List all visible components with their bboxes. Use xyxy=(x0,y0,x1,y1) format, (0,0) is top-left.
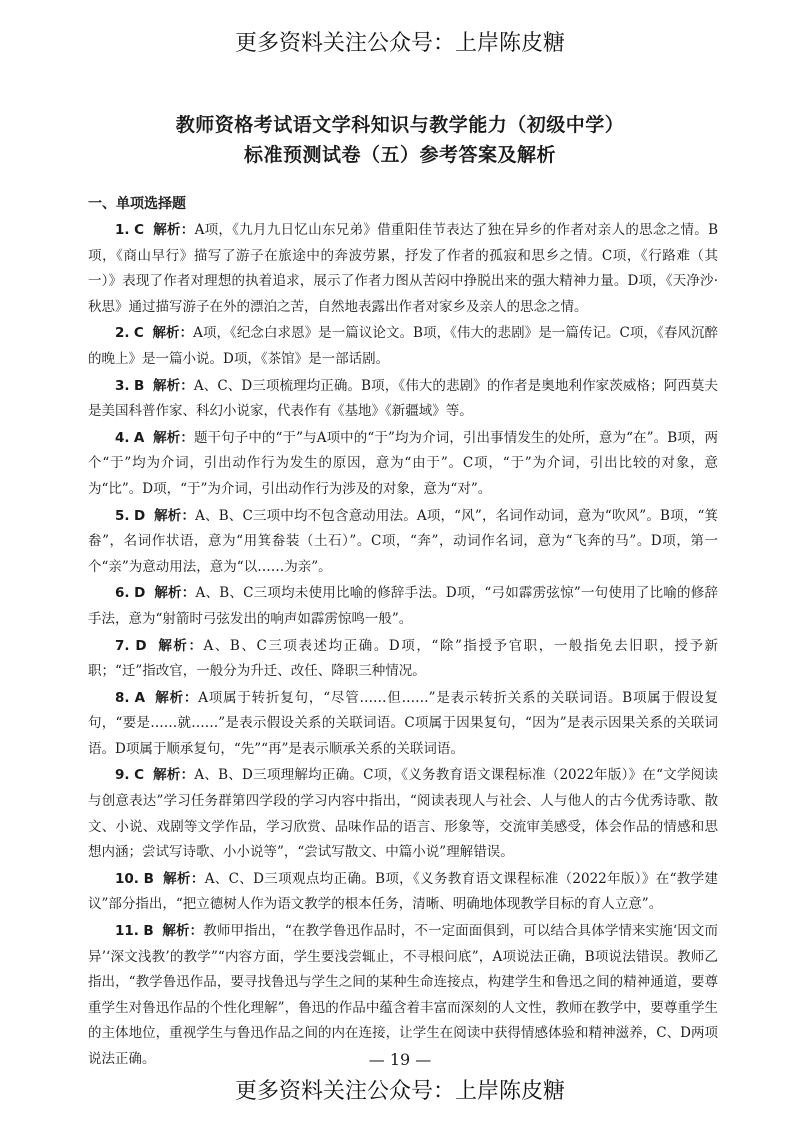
question-answer: A xyxy=(134,689,146,706)
question-4 xyxy=(88,426,718,503)
question-answer: C xyxy=(134,222,145,238)
title-line-2: 标准预测试卷（五）参考答案及解析 xyxy=(243,144,556,166)
question-number: 1. xyxy=(115,222,130,238)
analysis-text: A项，《九月九日忆山东兄弟》借重阳佳节表达了独在异乡的作者对亲人的思念之情。B项，《商山早行》描写了游子在旅途中的奔波劳累，抒发了作者的孤寂和思乡之情。C项，《行路难（其一）》表现了作者对理想的执着追求，展示了作者力图从苦闷中挣脱出来的强大精神力量。D项，《天净沙·秋思》通过描写游子在外的漂泊之苦，自然地表露出作者对家乡及亲人的思念之情。 xyxy=(88,222,719,315)
question-number: 11. xyxy=(115,923,139,940)
section-heading: 一、单项选择题 xyxy=(88,196,186,212)
bottom-banner: 更多资料关注公众号：上岸陈皮糖 xyxy=(234,1079,565,1104)
question-number: 6. xyxy=(115,585,130,602)
question-number: 8. xyxy=(115,689,130,706)
analysis-label: 解析： xyxy=(162,923,204,940)
question-answer: B xyxy=(143,923,154,940)
question-answer: C xyxy=(134,767,144,784)
question-answer: D xyxy=(135,637,147,654)
question-8 xyxy=(88,686,718,763)
analysis-label: 解析： xyxy=(158,637,204,654)
question-1 xyxy=(88,218,718,320)
question-number: 3. xyxy=(115,377,130,394)
question-answer: B xyxy=(133,377,145,394)
title-line-1: 教师资格考试语文学科知识与教学能力（初级中学） xyxy=(175,114,625,136)
top-banner: 更多资料关注公众号：上岸陈皮糖 xyxy=(234,31,565,56)
question-2 xyxy=(88,321,718,372)
question-number: 5. xyxy=(115,507,130,524)
question-answer: C xyxy=(133,325,144,342)
question-answer: B xyxy=(143,870,154,887)
analysis-text: A、B、C三项中均不包含意动用法。A项，“风”，名词作动词，意为“吹风”。B项，“箕畚”，名词作状语，意为“用箕畚装（土石）”。C项，“奔”，动词作名词，意为“飞奔的马”。D项，第一个“亲”为意动用法，意为“以……为亲”。 xyxy=(88,507,719,575)
analysis-label: 解析： xyxy=(154,585,196,602)
analysis-text: A、B、C三项均未使用比喻的修辞手法。D项，“弓如霹雳弦惊”一句使用了比喻的修辞手法，意为“射箭时弓弦发出的响声如霹雳惊鸣一般”。 xyxy=(88,585,718,627)
analysis-text: A、C、D三项观点均正确。B项，《义务教育语文课程标准（2022年版）》在“教学建议”部分指出，“把立德树人作为语文教学的根本任务，清晰、明确地体现教学目标的育人立意”。 xyxy=(88,870,718,913)
analysis-label: 解析： xyxy=(153,222,195,238)
question-7 xyxy=(88,634,718,685)
analysis-text: A、C、D三项梳理均正确。B项，《伟大的悲剧》的作者是奥地利作家茨威格；阿西莫夫是美国科普作家、科幻小说家，代表作有《基地》《新疆域》等。 xyxy=(88,377,719,420)
analysis-text: 教师甲指出，“在教学鲁迅作品时，不一定面面俱到，可以结合具体学情来实施‘因文而异’‘深文浅教’的教学”“内容方面，学生要浅尝辄止，不寻根问底”，A项说法正确，B项说法错误。教师乙指出，“教学鲁迅作品，要寻找鲁迅与学生之间的某种生命连接点，构建学生和鲁迅之间的精神通道，要尊重学生对鲁迅作品的个性化理解”，鲁迅的作品中蕴含着丰富而深刻的人文性，教师在教学中，要尊重学生的主体地位，重视学生与鲁迅作品之间的内在连接，让学生在阅读中获得情感体验和精神滋养，C、D两项说法正确。 xyxy=(88,923,718,1067)
answer-section xyxy=(88,190,718,1074)
analysis-label: 解析： xyxy=(154,507,196,524)
question-10 xyxy=(88,867,718,918)
question-6 xyxy=(88,581,718,632)
question-9 xyxy=(88,763,718,865)
analysis-label: 解析： xyxy=(152,325,194,342)
question-answer: A xyxy=(133,429,145,446)
question-number: 7. xyxy=(115,637,130,654)
page-number: — 19 — xyxy=(368,1050,432,1069)
analysis-label: 解析： xyxy=(155,689,199,706)
question-number: 4. xyxy=(115,429,130,446)
analysis-label: 解析： xyxy=(153,429,194,446)
analysis-text: A项属于转折复句，“尽管……但……”是表示转折关系的关联词语。B项属于假设复句，“要是……就……”是表示假设关系的关联词语。C项属于因果复句，“因为”是表示因果关系的关联词语。D项属于顺承复句，“先”“再”是表示顺承关系的关联词语。 xyxy=(88,689,719,757)
question-number: 2. xyxy=(115,325,130,342)
analysis-text: 题干句子中的“于”与A项中的“于”均为介词，引出事情发生的处所，意为“在”。B项，两个“于”均为介词，引出动作行为发生的原因，意为“由于”。C项，“于”为介词，引出比较的对象，意为“比”。D项，“于”为介词，引出动作行为涉及的对象，意为“对”。 xyxy=(88,429,718,497)
question-5 xyxy=(88,504,718,581)
analysis-label: 解析： xyxy=(153,377,194,394)
question-answer: D xyxy=(134,507,146,524)
document-title xyxy=(0,110,800,170)
question-number: 10. xyxy=(115,870,139,887)
analysis-text: A项，《纪念白求恩》是一篇议论文。B项，《伟大的悲剧》是一篇传记。C项，《春风沉醉的晚上》是一篇小说。D项，《茶馆》是一部话剧。 xyxy=(88,325,718,367)
question-number: 9. xyxy=(115,767,130,784)
question-answer: D xyxy=(134,585,146,602)
analysis-label: 解析： xyxy=(163,870,205,887)
analysis-text: A、B、D三项理解均正确。C项，《义务教育语文课程标准（2022年版）》在“文学阅读与创意表达”学习任务群第四学段的学习内容中指出，“阅读表现人与社会、人与他人的古今优秀诗歌、散文、小说、戏剧等文学作品，学习欣赏、品味作品的语言、形象等，交流审美感受，体会作品的情感和思想内涵；尝试写诗歌、小小说等”，“尝试写散文、中篇小说”理解错误。 xyxy=(88,767,718,861)
analysis-text: A、B、C三项表述均正确。D项，“除”指授予官职，一般指免去旧职，授予新职；“迁”指改官，一般分为升迁、改任、降职三种情况。 xyxy=(88,637,718,680)
analysis-label: 解析： xyxy=(153,767,195,784)
question-3 xyxy=(88,374,718,425)
